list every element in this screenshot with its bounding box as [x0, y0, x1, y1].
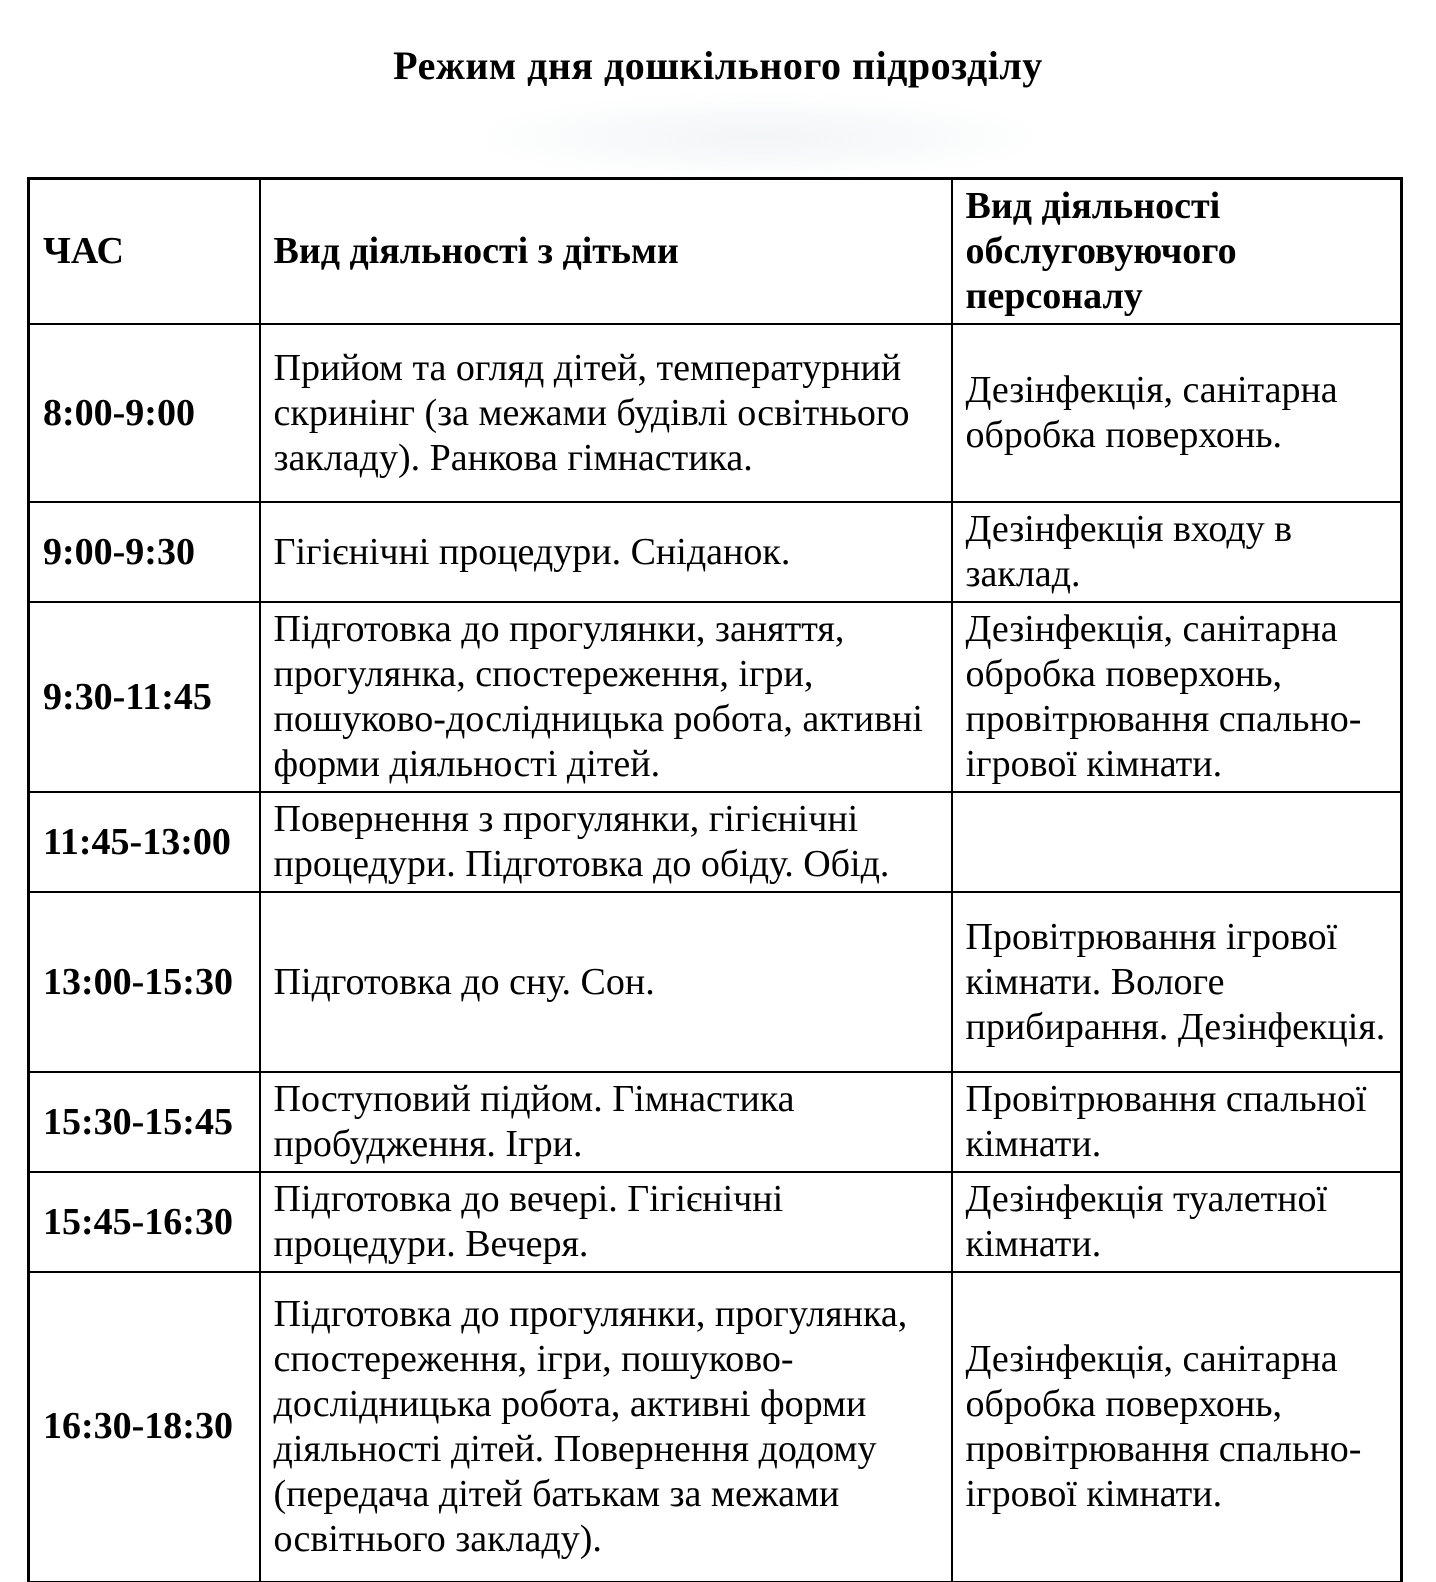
table-row [29, 502, 1402, 602]
children-activity-cell: Гігієнічні процедури. Сніданок. [260, 502, 952, 602]
time-cell: 15:45-16:30 [29, 1172, 260, 1272]
header-children-activity-column: Вид діяльності з дітьми [260, 179, 952, 325]
page-title: Режим дня дошкільного підрозділу [393, 43, 1043, 88]
staff-activity-cell: Дезінфекція, санітарна обробка поверхонь, провітрювання спально-ігрової кімнати. [952, 602, 1402, 792]
time-cell: 13:00-15:30 [29, 892, 260, 1072]
erased-text-smudge [480, 98, 1040, 176]
children-activity-cell: Підготовка до прогулянки, прогулянка, спостереження, ігри, пошуково-дослідницька робота, активні форми діяльності дітей. Повернення додому (передача дітей батькам за межами освітнього закладу). [260, 1272, 952, 1582]
table-row [29, 1072, 1402, 1172]
staff-activity-cell [952, 792, 1402, 892]
table-header-row [29, 179, 1402, 325]
header-staff-activity-column: Вид діяльності обслуговуючого персоналу [952, 179, 1402, 325]
table-row [29, 792, 1402, 892]
staff-activity-cell: Дезінфекція туалетної кімнати. [952, 1172, 1402, 1272]
schedule-table [27, 177, 1403, 1582]
children-activity-cell: Прийом та огляд дітей, температурний скринінг (за межами будівлі освітнього закладу). Ранкова гімнастика. [260, 324, 952, 502]
staff-activity-cell: Провітрювання спальної кімнати. [952, 1072, 1402, 1172]
header-time-column: ЧАС [29, 179, 260, 325]
children-activity-cell: Поступовий підйом. Гімнастика пробудження. Ігри. [260, 1072, 952, 1172]
time-cell: 9:30-11:45 [29, 602, 260, 792]
children-activity-cell: Повернення з прогулянки, гігієнічні процедури. Підготовка до обіду. Обід. [260, 792, 952, 892]
table-row [29, 892, 1402, 1072]
staff-activity-cell: Провітрювання ігрової кімнати. Вологе прибирання. Дезінфекція. [952, 892, 1402, 1072]
time-cell: 9:00-9:30 [29, 502, 260, 602]
table-row [29, 324, 1402, 502]
time-cell: 8:00-9:00 [29, 324, 260, 502]
table-row [29, 602, 1402, 792]
table-row [29, 1272, 1402, 1582]
staff-activity-cell: Дезінфекція, санітарна обробка поверхонь, провітрювання спально-ігрової кімнати. [952, 1272, 1402, 1582]
time-cell: 11:45-13:00 [29, 792, 260, 892]
time-cell: 15:30-15:45 [29, 1072, 260, 1172]
time-cell: 16:30-18:30 [29, 1272, 260, 1582]
children-activity-cell: Підготовка до сну. Сон. [260, 892, 952, 1072]
staff-activity-cell: Дезінфекція входу в заклад. [952, 502, 1402, 602]
children-activity-cell: Підготовка до прогулянки, заняття, прогулянка, спостереження, ігри, пошуково-дослідницька робота, активні форми діяльності дітей. [260, 602, 952, 792]
children-activity-cell: Підготовка до вечері. Гігієнічні процедури. Вечеря. [260, 1172, 952, 1272]
staff-activity-cell: Дезінфекція, санітарна обробка поверхонь. [952, 324, 1402, 502]
table-row [29, 1172, 1402, 1272]
